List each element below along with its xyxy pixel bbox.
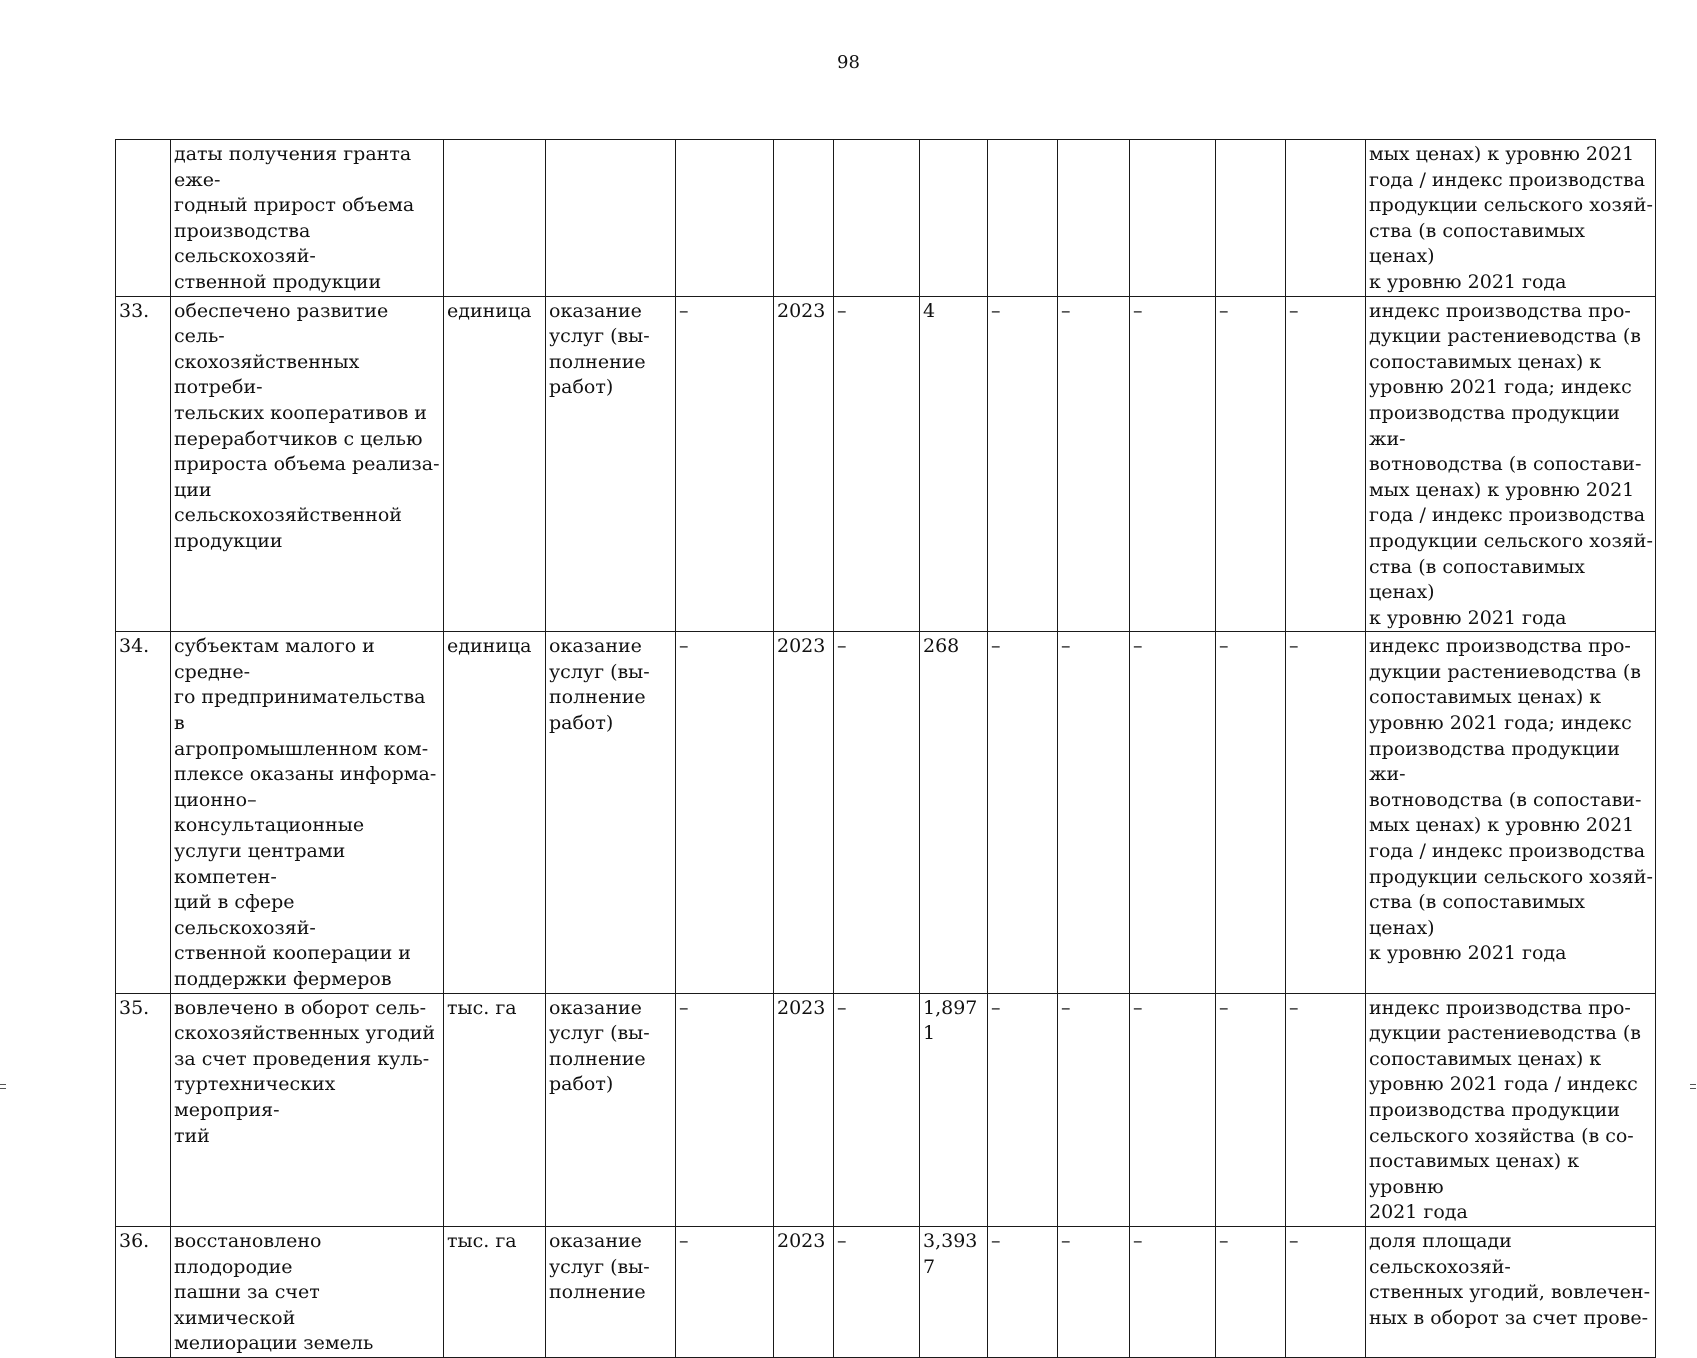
value-cell (1058, 140, 1130, 297)
target-value: 268 (920, 632, 988, 993)
value-cell: – (1130, 1226, 1216, 1357)
value-cell: – (1286, 993, 1366, 1226)
indicator-cell: индекс производства про- дукции растениеводства (в сопоставимых ценах) к уровню 2021 года; индекс производства продукции жи- вотноводства (в сопостави- мых ценах) к уровню 2021 года / индекс производства продукции сельского хозяй- ства (в сопоставимых ценах) к уровню 2021 года (1366, 632, 1656, 993)
value-cell: – (988, 296, 1058, 632)
indicator-cell: мых ценах) к уровню 2021 года / индекс производства продукции сельского хозяй- ства (в сопоставимых ценах) к уровню 2021 года (1366, 140, 1656, 297)
value-cell: – (1058, 1226, 1130, 1357)
margin-mark (0, 1084, 6, 1085)
target-value: 1,8971 (920, 993, 988, 1226)
result-name: обеспечено развитие сель- скохозяйственных потреби- тельских кооперативов и переработчиков с целью прироста объема реализа- ции сельскохозяйственной продукции (171, 296, 444, 632)
value-cell: – (676, 1226, 774, 1357)
year-cell: 2023 (774, 993, 834, 1226)
value-cell: – (1058, 632, 1130, 993)
year-cell: 2023 (774, 1226, 834, 1357)
table-row (116, 296, 1656, 632)
year-cell (774, 140, 834, 297)
row-number: 35. (116, 993, 171, 1226)
value-cell: – (1216, 1226, 1286, 1357)
table-row (116, 632, 1656, 993)
value-cell: – (676, 632, 774, 993)
value-cell: – (1130, 993, 1216, 1226)
margin-mark (0, 1088, 6, 1089)
indicator-cell: доля площади сельскохозяй- ственных угодий, вовлечен- ных в оборот за счет прове- (1366, 1226, 1656, 1357)
value-cell: – (1286, 296, 1366, 632)
table-row (116, 993, 1656, 1226)
target-value: 3,3937 (920, 1226, 988, 1357)
result-name: субъектам малого и средне- го предпринимательства в агропромышленном ком- плексе оказаны информа- ционно–консультационные услуги центрами компетен- ций в сфере сельскохозяй- ственной кооперации и поддержки фермеров (171, 632, 444, 993)
value-cell: – (1130, 632, 1216, 993)
indicator-cell: индекс производства про- дукции растениеводства (в сопоставимых ценах) к уровню 2021 года; индекс производства продукции жи- вотноводства (в сопостави- мых ценах) к уровню 2021 года / индекс производства продукции сельского хозяй- ства (в сопоставимых ценах) к уровню 2021 года (1366, 296, 1656, 632)
table-row (116, 140, 1656, 297)
unit-cell: тыс. га (444, 993, 546, 1226)
value-cell: – (1286, 632, 1366, 993)
margin-mark (1690, 1084, 1696, 1085)
value-cell (1286, 140, 1366, 297)
value-cell: – (676, 296, 774, 632)
value-cell (676, 140, 774, 297)
row-number: 36. (116, 1226, 171, 1357)
target-value (920, 140, 988, 297)
value-cell: – (1216, 993, 1286, 1226)
value-cell: – (834, 993, 920, 1226)
value-cell: – (988, 1226, 1058, 1357)
value-cell: – (1286, 1226, 1366, 1357)
value-cell (1216, 140, 1286, 297)
value-cell: – (834, 1226, 920, 1357)
type-cell: оказание услуг (вы- полнение работ) (546, 632, 676, 993)
row-number (116, 140, 171, 297)
margin-mark (1690, 1088, 1696, 1089)
year-cell: 2023 (774, 296, 834, 632)
type-cell (546, 140, 676, 297)
row-number: 34. (116, 632, 171, 993)
value-cell: – (834, 296, 920, 632)
row-number: 33. (116, 296, 171, 632)
value-cell: – (1058, 296, 1130, 632)
target-value: 4 (920, 296, 988, 632)
unit-cell: единица (444, 632, 546, 993)
value-cell (834, 140, 920, 297)
value-cell: – (676, 993, 774, 1226)
value-cell: – (834, 632, 920, 993)
page-number: 98 (837, 52, 860, 73)
unit-cell: единица (444, 296, 546, 632)
unit-cell: тыс. га (444, 1226, 546, 1357)
result-name: даты получения гранта еже- годный прирост объема производства сельскохозяй- ственной продукции (171, 140, 444, 297)
year-cell: 2023 (774, 632, 834, 993)
value-cell (988, 140, 1058, 297)
type-cell: оказание услуг (вы- полнение работ) (546, 993, 676, 1226)
value-cell: – (988, 632, 1058, 993)
results-table (115, 139, 1656, 1358)
value-cell: – (1216, 632, 1286, 993)
value-cell: – (1058, 993, 1130, 1226)
result-name: восстановлено плодородие пашни за счет химической мелиорации земель (171, 1226, 444, 1357)
value-cell: – (988, 993, 1058, 1226)
table-row (116, 1226, 1656, 1357)
indicator-cell: индекс производства про- дукции растениеводства (в сопоставимых ценах) к уровню 2021 года / индекс производства продукции сельского хозяйства (в со- поставимых ценах) к уровню 2021 года (1366, 993, 1656, 1226)
result-name: вовлечено в оборот сель- скохозяйственных угодий за счет проведения куль- туртехнических мероприя- тий (171, 993, 444, 1226)
value-cell: – (1130, 296, 1216, 632)
type-cell: оказание услуг (вы- полнение работ) (546, 296, 676, 632)
value-cell (1130, 140, 1216, 297)
unit-cell (444, 140, 546, 297)
value-cell: – (1216, 296, 1286, 632)
type-cell: оказание услуг (вы- полнение (546, 1226, 676, 1357)
